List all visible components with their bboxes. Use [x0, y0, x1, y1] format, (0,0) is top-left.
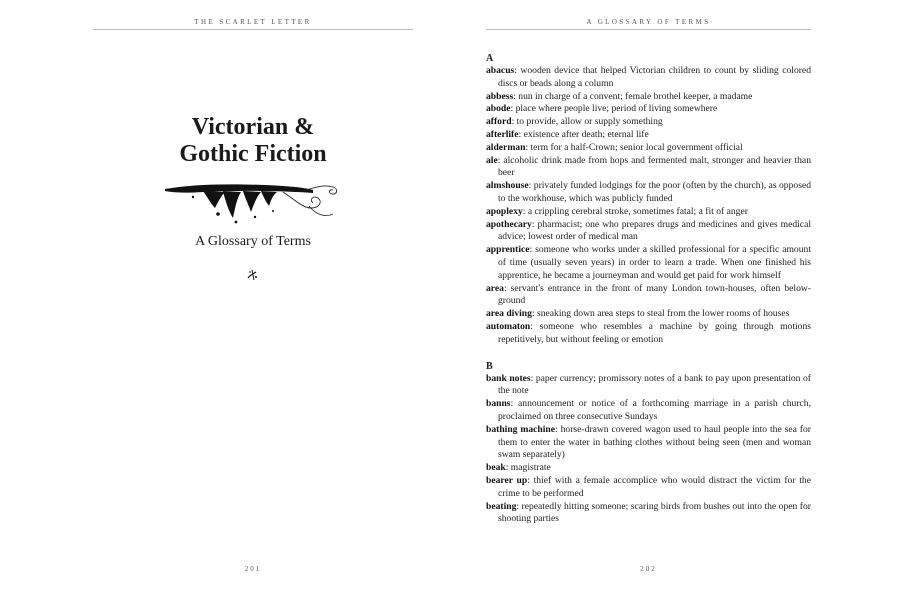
page-title	[93, 114, 413, 168]
glossary-term: abode	[486, 103, 511, 115]
glossary-term: beating	[486, 500, 517, 512]
glossary-term: afford	[486, 116, 512, 128]
glossary-entry	[486, 65, 811, 91]
glossary-entry	[486, 180, 811, 206]
title-block	[93, 114, 413, 282]
glossary-definition: : someone who resembles a machine by going through motions repetitively, but without feeling or emotion	[498, 320, 811, 345]
page-number-left: 201	[244, 565, 262, 573]
glossary-entry	[486, 424, 811, 462]
glossary-term: bank notes	[486, 372, 531, 384]
glossary-definition: : alcoholic drink made from hops and fermented malt, stronger and heavier than beer	[497, 154, 811, 179]
glossary-definition: : horse-drawn covered wagon used to haul people into the sea for them to enter the water in bathing clothes without being seen (men and woman swam separately)	[498, 423, 811, 461]
glossary-term: alderman	[486, 141, 526, 153]
glossary-term: apoplexy	[486, 205, 523, 217]
header-rule-right	[486, 29, 811, 30]
glossary-term: area	[486, 282, 504, 294]
title-line-2: Gothic Fiction	[179, 141, 327, 167]
glossary-entry	[486, 129, 811, 142]
running-head-left: THE SCARLET LETTER	[194, 18, 312, 26]
glossary-definition: : servant's entrance in the front of many London town-houses, often below-ground	[498, 282, 811, 307]
glossary-definition: : someone who works under a skilled professional for a specific amount of time (usually seven years) in order to learn a trade. When one finished his apprentice, he became a journeyman and would get paid for work himself	[498, 244, 811, 281]
glossary-definition: : sneaking down area steps to steal from the lower rooms of houses	[531, 308, 790, 320]
running-head-right: A GLOSSARY OF TERMS	[586, 18, 711, 26]
glossary-term: afterlife	[486, 128, 519, 140]
glossary-definition: : pharmacist; one who prepares drugs and medicines and gives medical advice; lowest order of medical man	[498, 218, 811, 243]
glossary-definition: : repeatedly hitting someone; scaring birds from bushes out into the open for shooting parties	[498, 500, 811, 525]
glossary-term: abacus	[486, 65, 515, 76]
glossary-entry	[486, 155, 811, 181]
glossary-list	[486, 52, 811, 526]
glossary-term: apprentice	[486, 244, 530, 256]
right-page	[450, 0, 900, 600]
section-letter: A	[486, 53, 494, 64]
glossary-definition: : place where people live; period of living somewhere	[510, 103, 718, 115]
glossary-definition: : existence after death; eternal life	[518, 128, 649, 140]
glossary-section-a	[486, 52, 811, 347]
glossary-entry	[486, 321, 811, 347]
glossary-entry	[486, 308, 811, 321]
title-line-1: Victorian &	[191, 114, 315, 140]
glossary-definition: : a crippling cerebral stroke, sometimes fatal; a fit of anger	[522, 205, 748, 217]
glossary-definition: : to provide, allow or supply something	[511, 116, 663, 128]
small-flourish-icon	[246, 268, 260, 282]
glossary-entry	[486, 501, 811, 527]
subtitle: A Glossary of Terms	[195, 234, 311, 249]
glossary-entry	[486, 475, 811, 501]
glossary-entry	[486, 219, 811, 245]
glossary-definition: : paper currency; promissory notes of a bank to pay upon presentation of the note	[498, 372, 811, 397]
ink-splash-flourish-icon	[163, 178, 343, 226]
glossary-term: apothecary	[486, 218, 532, 230]
glossary-definition: : nun in charge of a convent; female brothel keeper, a madame	[513, 90, 753, 102]
glossary-entry	[486, 244, 811, 282]
glossary-term: almshouse	[486, 180, 529, 192]
glossary-term: area diving	[486, 308, 532, 320]
glossary-definition: : privately funded lodgings for the poor (often by the church), as opposed to the workhouse, which was publicly funded	[498, 180, 811, 204]
glossary-definition: : wooden device that helped Victorian children to count by sliding colored discs or beads along a column	[498, 65, 811, 89]
glossary-definition: : term for a half-Crown; senior local government official	[525, 141, 743, 153]
glossary-section-b	[486, 360, 811, 527]
page-number-right: 202	[640, 565, 657, 573]
glossary-term: banns	[486, 398, 511, 410]
glossary-entry	[486, 142, 811, 155]
glossary-term: automaton	[486, 320, 531, 332]
glossary-definition: : announcement or notice of a forthcoming marriage in a parish church, proclaimed on three consecutive Sundays	[498, 398, 811, 422]
glossary-entry	[486, 103, 811, 116]
glossary-term: ale	[486, 154, 498, 166]
glossary-definition: : thief with a female accomplice who would distract the victim for the crime to be performed	[498, 474, 811, 499]
glossary-term: beak	[486, 462, 506, 474]
glossary-term: abbess	[486, 90, 514, 102]
glossary-definition: : magistrate	[505, 462, 551, 474]
glossary-entry	[486, 206, 811, 219]
glossary-entry	[486, 373, 811, 399]
glossary-entry	[486, 283, 811, 309]
glossary-term: bathing machine	[486, 423, 556, 435]
glossary-term: bearer up	[486, 474, 528, 486]
glossary-entry	[486, 116, 811, 129]
glossary-entry	[486, 91, 811, 104]
header-rule-left	[93, 29, 413, 30]
glossary-entry	[486, 398, 811, 424]
glossary-entry	[486, 462, 811, 475]
section-letter: B	[486, 360, 493, 372]
